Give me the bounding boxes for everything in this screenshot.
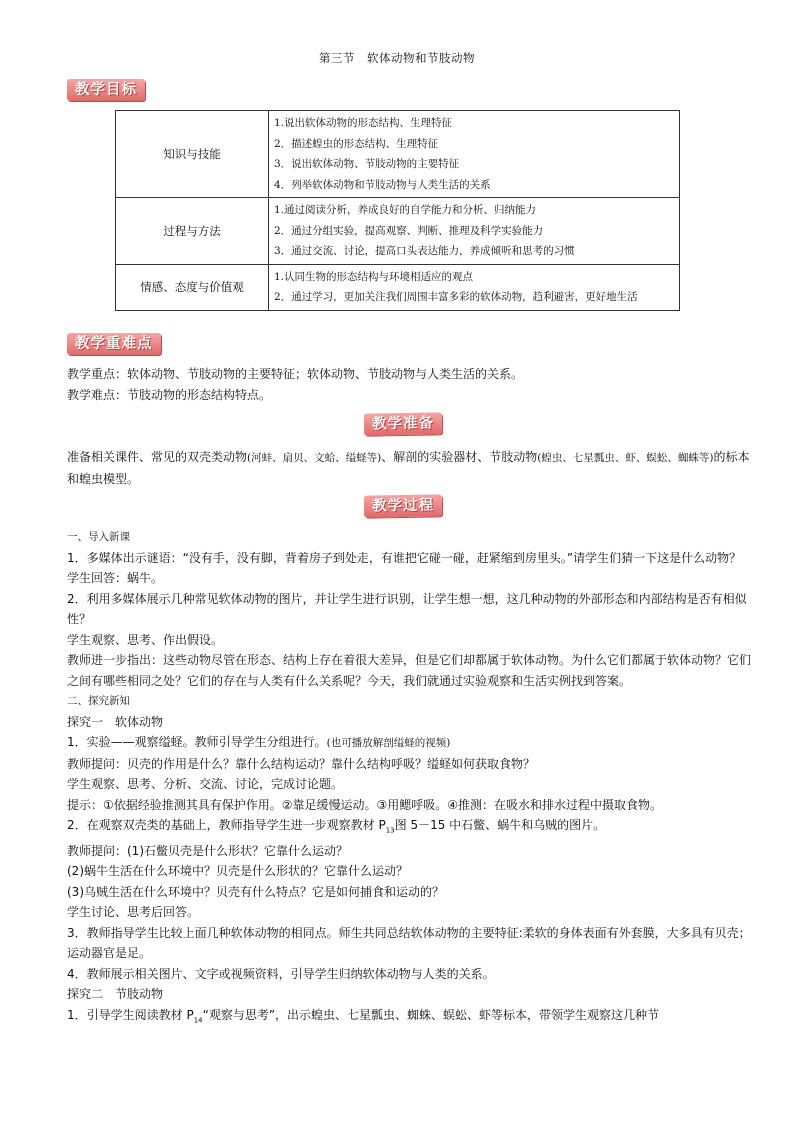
page-subscript: 13 bbox=[385, 826, 395, 835]
process-section bbox=[67, 527, 757, 1031]
paragraph-note: (也可播放解剖缢蛏的视频) bbox=[326, 737, 451, 749]
paragraph: (3)乌贼生活在什么环境中？贝壳有什么特点？它是如何捕食和运动的？ bbox=[67, 884, 445, 899]
paragraph: 1．多媒体出示谜语：“没有手，没有脚，背着房子到处走，有谁把它碰一碰，赶紧缩到房里头。”请学生们猜一下这是什么动物？ bbox=[67, 550, 742, 565]
list-item: 3．通过交流、讨论，提高口头表达能力，养成倾听和思考的习惯 bbox=[274, 245, 575, 257]
paragraph: 教师进一步指出：这些动物尽管在形态、结构上存在着很大差异，但是它们却都属于软体动物。为什么它们都属于软体动物？它们之间有哪些相同之处？它们的存在与人类有什么关系呢？今天，我们就通过实验观察和生活实例找到答案。 bbox=[67, 653, 752, 688]
list-item: 1.说出软体动物的形态结构、生理特征 bbox=[274, 117, 453, 129]
key-difficulty: 教学难点：节肢动物的形态结构特点。 bbox=[67, 387, 272, 402]
banner-process: 教学过程 bbox=[364, 494, 442, 517]
preparation-text bbox=[67, 447, 757, 489]
objectives-table bbox=[115, 110, 680, 311]
list-item: 1.通过阅读分析，养成良好的自学能力和分析、归纳能力 bbox=[274, 204, 537, 216]
paragraph: (2)蜗牛生活在什么环境中？贝壳是什么形状的？它靠什么运动？ bbox=[67, 864, 409, 879]
category-cell: 知识与技能 bbox=[116, 111, 269, 198]
paragraph: 2．利用多媒体展示几种常见软体动物的图片，并让学生进行识别，让学生想一想，这几种动物的外部形态和内部结构是否有相似性？ bbox=[67, 591, 747, 626]
paragraph-text: “观察与思考”，出示蝗虫、七星瓢虫、蜘蛛、蜈蚣、虾等标本，带领学生观察这几种节 bbox=[202, 1007, 660, 1022]
banner-keypoints: 教学重难点 bbox=[67, 333, 161, 355]
list-item: 2．通过分组实验，提高观察、判断、推理及科学实验能力 bbox=[274, 224, 544, 237]
paragraph-text: 1．引导学生阅读教材 P bbox=[67, 1007, 194, 1022]
list-item: 2．描述蝗虫的形态结构、生理特征 bbox=[274, 137, 439, 150]
paragraph: 教师提问：(1)石鳖贝壳是什么形状？它靠什么运动？ bbox=[67, 843, 349, 858]
keypoints-section bbox=[67, 364, 757, 405]
paragraph: 学生观察、思考、作出假设。 bbox=[67, 632, 224, 647]
paragraph bbox=[67, 1005, 757, 1031]
page-subscript: 14 bbox=[193, 1016, 203, 1025]
prep-note-1: (河蚌、扇贝、文蛤、缢蛏等) bbox=[247, 452, 382, 464]
list-item: 3．说出软体动物、节肢动物的主要特征 bbox=[274, 158, 460, 170]
table-row bbox=[116, 198, 680, 265]
page-title: 第三节 软体动物和节肢动物 bbox=[319, 51, 475, 65]
section-heading: 一、导入新课 bbox=[67, 531, 130, 543]
paragraph-text: 2．在观察双壳类的基础上，教师指导学生进一步观察教材 P bbox=[67, 818, 386, 832]
table-row bbox=[116, 111, 680, 198]
subsection-heading: 探究二 节肢动物 bbox=[67, 987, 164, 1002]
list-item: 2．通过学习，更加关注我们周围丰富多彩的软体动物，趋利避害，更好地生活 bbox=[274, 291, 638, 303]
paragraph: 4．教师展示相关图片、文字或视频资料，引导学生归纳软体动物与人类的关系。 bbox=[67, 966, 495, 981]
list-item: 4．列举软体动物和节肢动物与人类生活的关系 bbox=[274, 178, 491, 191]
paragraph bbox=[67, 815, 757, 841]
category-cell: 过程与方法 bbox=[116, 198, 269, 265]
banner-objectives: 教学目标 bbox=[67, 79, 145, 101]
paragraph: 学生讨论、思考后回答。 bbox=[67, 905, 200, 920]
paragraph: 3．教师指导学生比较上面几种软体动物的相同点。师生共同总结软体动物的主要特征:柔软的身体表面有外套膜，大多具有贝壳；运动器官是足。 bbox=[67, 925, 751, 961]
items-cell bbox=[269, 264, 680, 310]
subsection-heading: 探究一 软体动物 bbox=[67, 714, 164, 729]
preparation-section bbox=[67, 447, 757, 489]
paragraph-text: 1．实验——观察缢蛏。教师引导学生分组进行。 bbox=[67, 735, 327, 749]
prep-text-3: 的标本和蝗虫模型。 bbox=[67, 450, 750, 486]
paragraph: 学生回答：蜗牛。 bbox=[67, 571, 164, 585]
paragraph: 教师提问：贝壳的作用是什么？靠什么结构运动？靠什么结构呼吸？缢蛏如何获取食物？ bbox=[67, 756, 536, 771]
table-row bbox=[116, 264, 680, 310]
list-item: 1.认同生物的形态结构与环境相适应的观点 bbox=[274, 270, 474, 283]
paragraph-text: 图 5－15 中石鳖、蜗牛和乌贼的图片。 bbox=[394, 818, 606, 832]
prep-text-1: 准备相关课件、常见的双壳类动物 bbox=[67, 450, 248, 464]
category-cell: 情感、态度与价值观 bbox=[116, 264, 269, 310]
prep-note-2: (蝗虫、七星瓢虫、虾、蜈蚣、蜘蛛等) bbox=[537, 452, 714, 464]
items-cell bbox=[269, 111, 680, 198]
prep-text-2: 、解剖的实验器材、节肢动物 bbox=[381, 450, 538, 464]
paragraph: 提示：①依据经验推测其具有保护作用。②靠足缓慢运动。③用鳃呼吸。④推测：在吸水和排水过程中摄取食物。 bbox=[67, 797, 663, 812]
key-focus: 教学重点：软体动物、节肢动物的主要特征；软体动物、节肢动物与人类生活的关系。 bbox=[67, 367, 524, 381]
section-heading: 二、探究新知 bbox=[67, 695, 130, 707]
banner-preparation: 教学准备 bbox=[364, 412, 442, 435]
paragraph: 学生观察、思考、分析、交流、讨论，完成讨论题。 bbox=[67, 777, 344, 791]
paragraph bbox=[67, 732, 757, 754]
items-cell bbox=[269, 198, 680, 265]
